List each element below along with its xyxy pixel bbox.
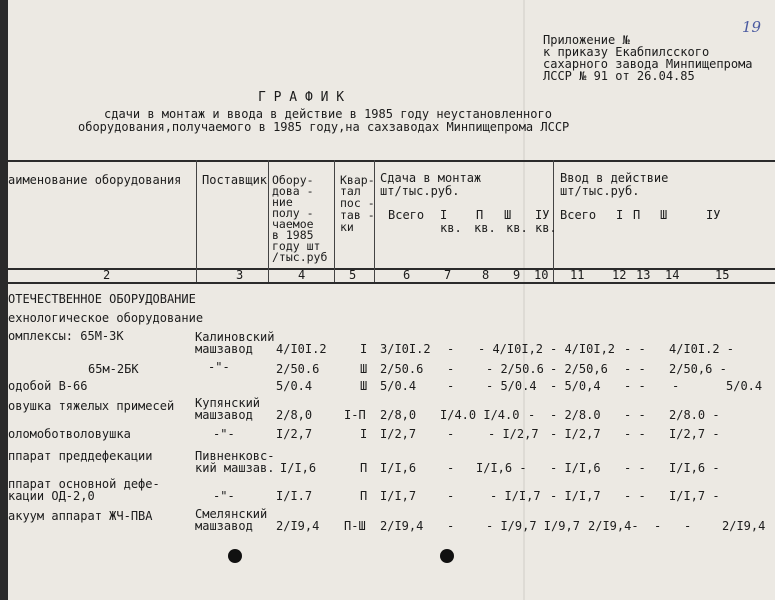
header-input: Ввод в действие [560, 171, 669, 185]
header-input-q2: П [633, 208, 641, 222]
punch-hole [440, 549, 454, 563]
column-divider [334, 160, 335, 282]
binding-edge [0, 0, 8, 600]
header-mounting-unit: шт/тыс.руб. [380, 184, 460, 198]
appendix-line: Приложение № [543, 33, 630, 47]
header-mounting-q4: IУ [535, 208, 550, 222]
header-mounting-q1: I [440, 208, 448, 222]
appendix-line: к приказу Екабпилсского [543, 45, 710, 59]
header-input-q4: IУ [706, 208, 721, 222]
header-name: аименование оборудования [8, 173, 182, 187]
subtitle-line: сдачи в монтаж и ввода в действие в 1985 году неустановленного [104, 107, 552, 121]
header-mounting-q3: Ш [504, 208, 512, 222]
table-top-rule [8, 160, 775, 162]
page-number: 19 [742, 18, 762, 36]
header-mounting-q2: П [476, 208, 484, 222]
header-input-q1: I [616, 208, 624, 222]
header-supplier: Поставщик [202, 173, 268, 187]
header-input-unit: шт/тыс.руб. [560, 184, 640, 198]
section-title: ОТЕЧЕСТВЕННОЕ ОБОРУДОВАНИЕ [8, 292, 196, 306]
subtitle-line: оборудования,получаемого в 1985 году,на сахзаводах Минпищепрома ЛССР [78, 120, 570, 134]
header-kv: кв. [506, 221, 528, 235]
header-kv: кв. [535, 221, 557, 235]
appendix-line: ЛССР № 91 от 26.04.85 [543, 69, 695, 83]
header-mounting-total: Всего [388, 208, 425, 222]
appendix-line: сахарного завода Минпищепрома [543, 57, 753, 71]
document-page: 19 Приложение № к приказу Екабпилсского сахарного завода Минпищепрома ЛССР № 91 от 26.04.85 Г Р А Ф И К сдачи в монтаж и ввода в действие в 1985 году неустановленного оборудования,получаемого в 1985 году,на сахзаводах Минпищепрома ЛССР аименование оборудования Поставщик Обору- дова - ние полу - чаемое в 1985 году шт /тыс.руб Квар- тал пос - тав - ки Сдача в монтаж шт/тыс.руб. Всего I П Ш IУ кв. кв. кв. кв. Ввод в действие шт/тыс.руб. Всего I П Ш IУ 2 3 4 5 6 7 8 9 10 11 12 13 14 15 ОТЕЧЕСТВЕННОЕ ОБОРУДОВАНИЕ ехнологическое оборудование омплексы: 65М-3К Калиновский машзавод 4/I0I.2 I 3/I0I.2 - - 4/I0I,2 - 4/I0I,2 - - 4/I0I.2 - 65м-2БК -"- 2/50.6 Ш 2/50.6 - - 2/50.6 - 2/50,6 - - 2/50,6 - одобой В-66 5/0.4 Ш 5/0.4 - - 5/0.4 - 5/0,4 - - - 5/0.4 овушка тяжелых примесей Купянский машзавод 2/8,0 I-П 2/8,0 I/4.0 I/4.0 - - 2/8.0 - - 2/8.0 - оломоботволовушка -"- I/2,7 I I/2,7 - - I/2,7 - I/2,7 - - I/2,7 - ппарат преддефекации Пивненковс- кий машзав. I/I,6 П I/I,6 - I/I,6 - - I/I,6 - - I/I,6 - ппарат основной дефе- кации ОД-2,0 -"- I/I.7 П I/I,7 - - I/I,7 - I/I,7 - - I/I,7 - акуум аппарат ЖЧ-ПВА Смелянский машзавод 2/I9,4 П-Ш 2/I9,4 - - I/9,7 I/9,7 2/I9,4- - - 2/I9,4 [8, 0, 775, 600]
header-kv: кв. [474, 221, 496, 235]
header-kv: кв. [440, 221, 462, 235]
page-fold [523, 0, 525, 600]
punch-hole [228, 549, 242, 563]
column-divider [196, 160, 197, 282]
table-number-rule [8, 282, 775, 284]
header-input-q3: Ш [660, 208, 668, 222]
document-title: Г Р А Ф И К [258, 90, 345, 105]
column-divider [268, 160, 269, 282]
header-mounting: Сдача в монтаж [380, 171, 482, 185]
table-header-rule [8, 268, 775, 270]
section-subtitle: ехнологическое оборудование [8, 311, 204, 325]
header-input-total: Всего [560, 208, 597, 222]
